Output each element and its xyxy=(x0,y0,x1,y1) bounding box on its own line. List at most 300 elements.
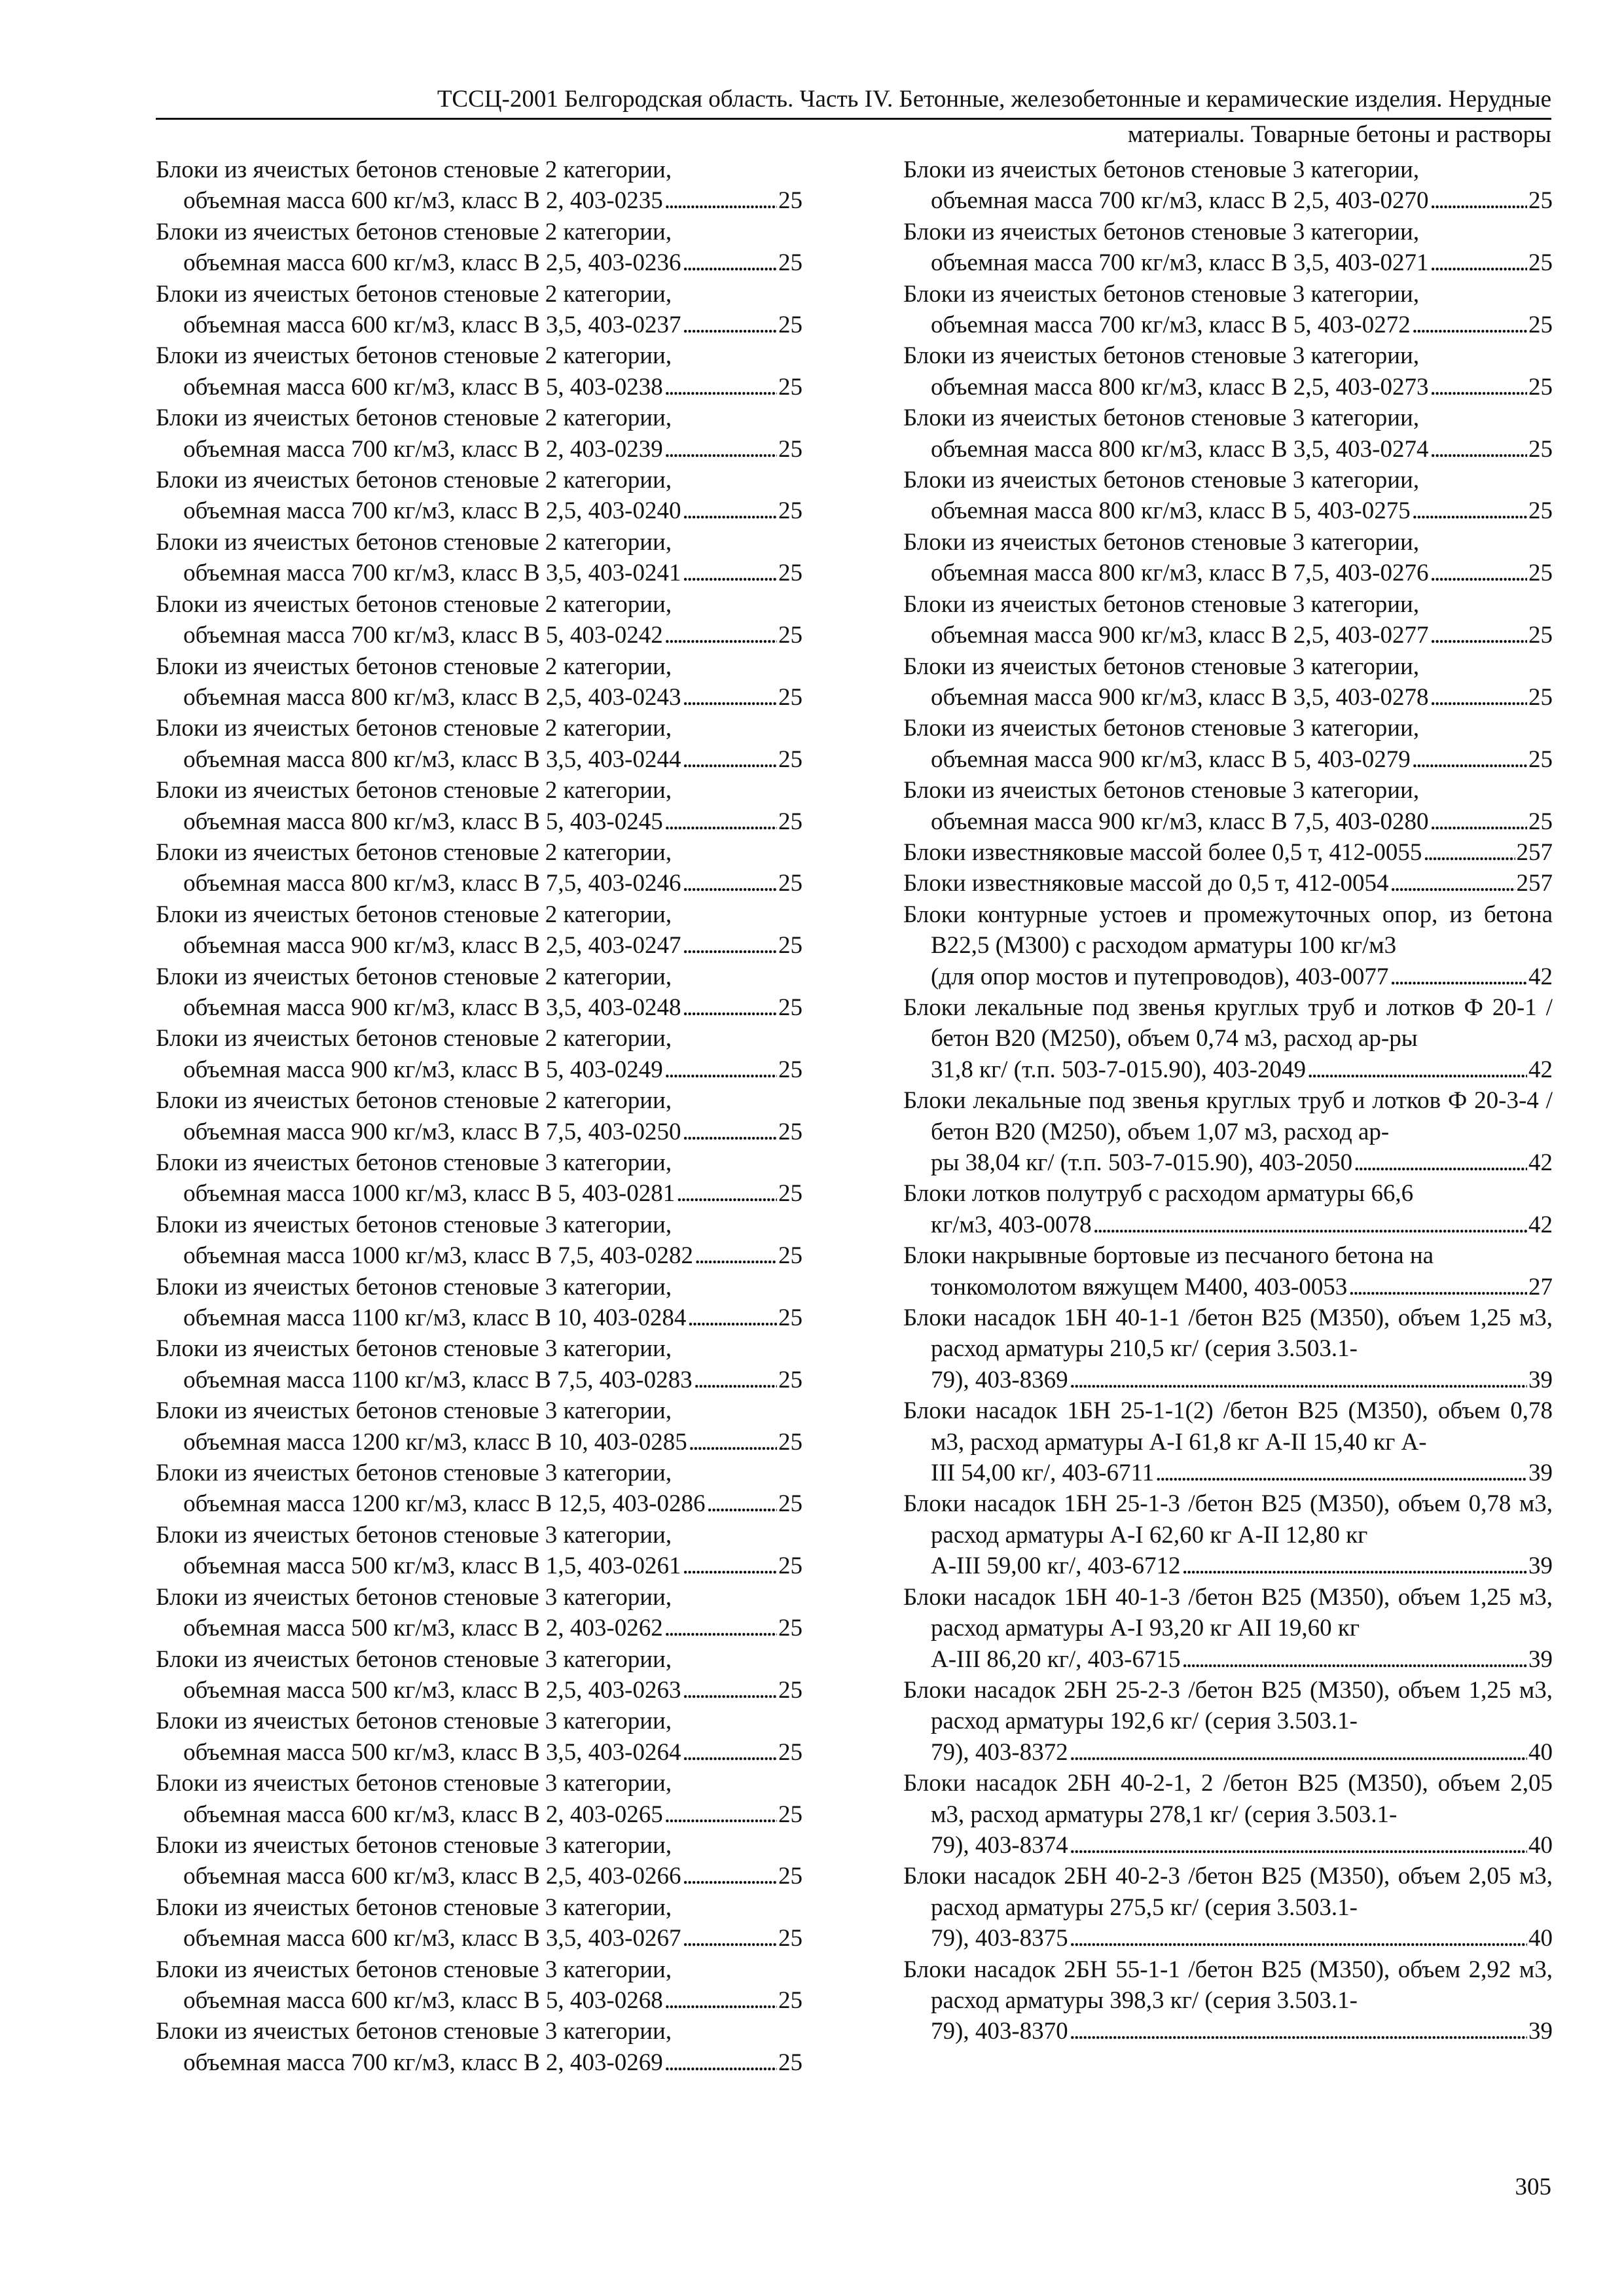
index-entry-last-line xyxy=(903,1551,1553,1581)
index-entry-last-line xyxy=(156,992,803,1023)
index-entry-page: 25 xyxy=(778,1863,803,1890)
index-entry-last-line xyxy=(903,868,1553,899)
index-entry-text: Блоки из ячеистых бетонов стеновые 3 категории, xyxy=(903,342,1420,370)
index-entry xyxy=(903,992,1553,1085)
index-entry-ref: объемная масса 1000 кг/м3, класс В 5, 403-0281 xyxy=(183,1180,676,1208)
index-entry-text: Блоки насадок 2БН 40-2-1, 2 /бетон В25 (М350), объем 2,05 м3, расход арматуры 278,1 кг/ (серия 3.503.1- xyxy=(903,1770,1553,1828)
dot-leader xyxy=(1430,247,1527,278)
index-entry-ref: 79), 403-8369 xyxy=(931,1366,1068,1393)
index-entry-page: 25 xyxy=(778,497,803,525)
dot-leader xyxy=(1348,1272,1527,1302)
index-entry-last-line xyxy=(156,868,803,899)
index-entry-last-line xyxy=(903,1147,1553,1178)
index-entry-ref: объемная масса 800 кг/м3, класс В 2,5, 403-0273 xyxy=(931,373,1429,401)
dot-leader xyxy=(1354,1147,1527,1178)
index-entry-page: 25 xyxy=(778,560,803,587)
index-entry-text: Блоки насадок 2БН 25-2-3 /бетон В25 (М350), объем 1,25 м3, расход арматуры 192,6 кг/ (серия 3.503.1- xyxy=(903,1676,1553,1735)
index-entry-ref: объемная масса 1200 кг/м3, класс В 10, 403-0285 xyxy=(183,1428,687,1456)
index-entry-text: Блоки из ячеистых бетонов стеновые 3 категории, xyxy=(156,2018,672,2045)
index-entry xyxy=(903,589,1553,651)
index-entry-last-line xyxy=(156,1985,803,2016)
index-entry-ref: объемная масса 900 кг/м3, класс В 5, 403-0279 xyxy=(931,745,1411,773)
index-entry xyxy=(156,1210,803,1272)
index-entry xyxy=(156,1147,803,1210)
index-entry-page: 25 xyxy=(778,2049,803,2076)
index-entry xyxy=(156,961,803,1024)
index-entry-last-line xyxy=(903,247,1553,278)
index-entry-text: Блоки из ячеистых бетонов стеновые 3 категории, xyxy=(156,1149,672,1176)
index-entry-last-line xyxy=(156,2047,803,2078)
index-entry-text: Блоки из ячеистых бетонов стеновые 3 категории, xyxy=(156,1273,672,1300)
index-entry-text: Блоки насадок 1БН 40-1-1 /бетон В25 (М350), объем 1,25 м3, расход арматуры 210,5 кг/ (серия 3.503.1- xyxy=(903,1304,1553,1363)
index-entry xyxy=(903,217,1553,279)
index-entry-page: 25 xyxy=(778,373,803,401)
index-entry-text: Блоки из ячеистых бетонов стеновые 3 категории, xyxy=(156,1335,672,1363)
index-entry xyxy=(156,1458,803,1520)
index-entry xyxy=(156,217,803,279)
index-entry-text: Блоки из ячеистых бетонов стеновые 2 категории, xyxy=(156,1025,672,1052)
index-entry-ref: объемная масса 800 кг/м3, класс В 5, 403-0275 xyxy=(931,497,1411,525)
dot-leader xyxy=(1430,185,1527,216)
index-entry-text: Блоки насадок 2БН 55-1-1 /бетон В25 (М350), объем 2,92 м3, расход арматуры 398,3 кг/ (серия 3.503.1- xyxy=(903,1956,1553,2014)
index-entry-last-line xyxy=(903,310,1553,340)
index-entry-text: Блоки из ячеистых бетонов стеновые 3 категории, xyxy=(903,528,1420,556)
index-entry-last-line xyxy=(156,185,803,216)
index-entry-ref: 79), 403-8370 xyxy=(931,2018,1068,2045)
index-entry-page: 25 xyxy=(778,249,803,277)
index-entry-ref: объемная масса 1200 кг/м3, класс В 12,5, 403-0286 xyxy=(183,1490,706,1518)
index-entry-page: 25 xyxy=(778,683,803,711)
index-entry-last-line xyxy=(903,1458,1553,1488)
index-entry-last-line xyxy=(903,620,1553,651)
dot-leader xyxy=(1093,1210,1527,1240)
index-entry-page: 25 xyxy=(1528,249,1553,277)
index-entry-page: 25 xyxy=(778,622,803,649)
index-entry-text: Блоки из ячеистых бетонов стеновые 3 категории, xyxy=(903,218,1420,245)
dot-leader xyxy=(1430,372,1527,403)
index-entry xyxy=(156,589,803,651)
index-entry-ref: объемная масса 800 кг/м3, класс В 2,5, 403-0243 xyxy=(183,683,681,711)
dot-leader xyxy=(687,1302,777,1333)
index-entry-ref: А-III 86,20 кг/, 403-6715 xyxy=(931,1645,1181,1673)
index-entry xyxy=(903,1582,1553,1675)
dot-leader xyxy=(1412,310,1527,340)
index-entry-text: Блоки из ячеистых бетонов стеновые 3 категории, xyxy=(156,1645,672,1673)
index-entry xyxy=(156,1954,803,2017)
index-entry-last-line xyxy=(156,1117,803,1147)
index-entry-text: Блоки из ячеистых бетонов стеновые 3 категории, xyxy=(156,1211,672,1238)
index-entry-ref: 79), 403-8372 xyxy=(931,1738,1068,1766)
dot-leader xyxy=(676,1178,777,1209)
index-entry xyxy=(903,713,1553,775)
index-entry-ref: 79), 403-8374 xyxy=(931,1831,1068,1859)
header-line-2: материалы. Товарные бетоны и растворы xyxy=(1127,121,1551,148)
index-entry xyxy=(156,340,803,403)
index-entry-ref: объемная масса 800 кг/м3, класс В 3,5, 403-0274 xyxy=(931,435,1429,463)
index-entry-last-line xyxy=(156,434,803,465)
index-entry-page: 39 xyxy=(1528,1552,1553,1580)
dot-leader xyxy=(1155,1458,1527,1488)
index-entry-ref: объемная масса 700 кг/м3, класс В 2, 403-0239 xyxy=(183,435,663,463)
index-entry-ref: объемная масса 700 кг/м3, класс В 2,5, 403-0240 xyxy=(183,497,681,525)
index-entry xyxy=(903,403,1553,465)
index-entry-text: Блоки из ячеистых бетонов стеновые 3 категории, xyxy=(903,467,1420,494)
dot-leader xyxy=(682,1117,777,1147)
index-entry xyxy=(903,340,1553,403)
index-entry-text: Блоки из ячеистых бетонов стеновые 3 категории, xyxy=(903,404,1420,432)
dot-leader xyxy=(682,495,777,526)
index-entry-page: 42 xyxy=(1528,1056,1553,1083)
index-entry-text: Блоки из ячеистых бетонов стеновые 3 категории, xyxy=(156,1956,672,1983)
dot-leader xyxy=(664,1985,777,2016)
index-entry-text: Блоки лекальные под звенья круглых труб и лотков Ф 20-3-4 /бетон В20 (М250), объем 1,07 м3, расход ар- xyxy=(903,1087,1553,1145)
index-entry-last-line xyxy=(156,1675,803,1706)
index-entry-page: 40 xyxy=(1528,1925,1553,1952)
index-entry-page: 25 xyxy=(1528,373,1553,401)
index-entry-ref: (для опор мостов и путепроводов), 403-0077 xyxy=(931,963,1389,990)
index-entry-text: Блоки из ячеистых бетонов стеновые 2 категории, xyxy=(156,653,672,680)
index-entry xyxy=(156,837,803,899)
index-entry-text: Блоки из ячеистых бетонов стеновые 3 категории, xyxy=(156,1708,672,1735)
index-entry xyxy=(156,1085,803,1147)
index-entry-text: Блоки из ячеистых бетонов стеновые 2 категории, xyxy=(156,280,672,308)
index-entry-text: Блоки из ячеистых бетонов стеновые 3 категории, xyxy=(903,156,1420,183)
index-entry xyxy=(903,1395,1553,1488)
dot-leader xyxy=(1070,1830,1527,1861)
index-entry xyxy=(156,651,803,713)
index-entry-last-line xyxy=(156,682,803,713)
index-entry-last-line xyxy=(156,806,803,837)
index-entry-last-line xyxy=(156,1799,803,1830)
index-entry-ref: 79), 403-8375 xyxy=(931,1925,1068,1952)
index-entry-ref: объемная масса 600 кг/м3, класс В 2, 403-0265 xyxy=(183,1801,663,1828)
index-entry-last-line xyxy=(156,1923,803,1954)
index-entry-last-line xyxy=(903,682,1553,713)
index-entry xyxy=(156,899,803,961)
index-entry-page: 25 xyxy=(778,312,803,339)
index-entry-text: Блоки из ячеистых бетонов стеновые 3 категории, xyxy=(156,1583,672,1611)
index-entry-ref: Блоки известняковые массой более 0,5 т, 412-0055 xyxy=(903,838,1422,866)
index-entry xyxy=(156,527,803,589)
index-entry-page: 25 xyxy=(1528,745,1553,773)
index-entry-page: 25 xyxy=(1528,187,1553,215)
index-entry-last-line xyxy=(903,558,1553,588)
index-entry-ref: объемная масса 1000 кг/м3, класс В 7,5, 403-0282 xyxy=(183,1242,693,1270)
index-entry xyxy=(903,527,1553,589)
index-entry-ref: объемная масса 700 кг/м3, класс В 5, 403-0242 xyxy=(183,622,663,649)
index-entry-ref: объемная масса 600 кг/м3, класс В 5, 403-0238 xyxy=(183,373,663,401)
index-entry-ref: объемная масса 900 кг/м3, класс В 7,5, 403-0250 xyxy=(183,1118,681,1145)
index-entry xyxy=(903,1240,1553,1302)
index-entry-ref: объемная масса 600 кг/м3, класс В 2, 403-0235 xyxy=(183,187,663,215)
page-number: 305 xyxy=(1515,2174,1551,2200)
index-entry-last-line xyxy=(903,495,1553,526)
index-entry-text: Блоки из ячеистых бетонов стеновые 2 категории, xyxy=(156,404,672,432)
index-entry-page: 257 xyxy=(1516,870,1553,897)
index-entry xyxy=(156,1395,803,1458)
index-entry xyxy=(156,1644,803,1706)
index-entry xyxy=(903,1178,1553,1240)
dot-leader xyxy=(664,434,777,465)
index-entry-page: 25 xyxy=(778,1428,803,1456)
index-entry-ref: объемная масса 900 кг/м3, класс В 2,5, 403-0247 xyxy=(183,932,681,960)
index-entry xyxy=(903,1861,1553,1954)
dot-leader xyxy=(682,310,777,340)
index-entry-text: Блоки из ячеистых бетонов стеновые 3 категории, xyxy=(903,653,1420,680)
index-entry-text: Блоки насадок 1БН 40-1-3 /бетон В25 (М350), объем 1,25 м3, расход арматуры А-I 93,20 кг АII 19,60 кг xyxy=(903,1583,1553,1642)
dot-leader xyxy=(1423,837,1515,868)
index-entry-last-line xyxy=(156,1302,803,1333)
index-entry-ref: объемная масса 900 кг/м3, класс В 5, 403-0249 xyxy=(183,1056,663,1083)
index-entry-last-line xyxy=(156,744,803,775)
index-entry xyxy=(903,1085,1553,1178)
index-entry-text: Блоки насадок 1БН 25-1-1(2) /бетон В25 (М350), объем 0,78 м3, расход арматуры А-I 61,8 кг А-II 15,40 кг А- xyxy=(903,1397,1553,1456)
index-entry xyxy=(156,2016,803,2078)
index-entry-text: Блоки из ячеистых бетонов стеновые 3 категории, xyxy=(903,590,1420,618)
index-entry-ref: объемная масса 800 кг/м3, класс В 5, 403-0245 xyxy=(183,808,663,835)
index-entry-text: Блоки из ячеистых бетонов стеновые 2 категории, xyxy=(156,777,672,804)
index-entry xyxy=(156,775,803,837)
index-entry-page: 25 xyxy=(778,187,803,215)
index-entry-page: 25 xyxy=(778,1490,803,1518)
index-entry xyxy=(156,1892,803,1954)
index-entry-text: Блоки из ячеистых бетонов стеновые 2 категории, xyxy=(156,715,672,742)
index-entry xyxy=(156,1768,803,1830)
index-entry-page: 25 xyxy=(778,1056,803,1083)
index-entry-ref: 31,8 кг/ (т.п. 503-7-015.90), 403-2049 xyxy=(931,1056,1306,1083)
dot-leader xyxy=(682,744,777,775)
index-entry-page: 42 xyxy=(1528,963,1553,990)
index-entry xyxy=(903,775,1553,837)
index-entry-ref: кг/м3, 403-0078 xyxy=(931,1211,1092,1238)
dot-leader xyxy=(1412,744,1527,775)
index-entry-page: 25 xyxy=(778,1304,803,1332)
index-entry-last-line xyxy=(903,1830,1553,1861)
index-entry-text: Блоки лотков полутруб с расходом арматуры 66,6 xyxy=(903,1180,1414,1208)
index-entry-ref: объемная масса 500 кг/м3, класс В 2,5, 403-0263 xyxy=(183,1676,681,1704)
index-entry-text: Блоки из ячеистых бетонов стеновые 3 категории, xyxy=(903,777,1420,804)
index-entry-page: 25 xyxy=(778,870,803,897)
index-entry-last-line xyxy=(903,372,1553,403)
dot-leader xyxy=(682,247,777,278)
index-entry-last-line xyxy=(156,372,803,403)
index-entry-page: 39 xyxy=(1528,1366,1553,1393)
dot-leader xyxy=(1070,2016,1527,2047)
index-entry-ref: объемная масса 900 кг/м3, класс В 3,5, 403-0278 xyxy=(931,683,1429,711)
index-entry-page: 27 xyxy=(1528,1273,1553,1300)
index-entry-last-line xyxy=(156,1365,803,1395)
index-entry-last-line xyxy=(156,1427,803,1458)
index-entry-last-line xyxy=(903,185,1553,216)
index-entry-text: Блоки из ячеистых бетонов стеновые 3 категории, xyxy=(156,1521,672,1549)
index-entry-last-line xyxy=(903,1272,1553,1302)
index-entry-page: 25 xyxy=(1528,622,1553,649)
dot-leader xyxy=(682,992,777,1023)
index-entry-page: 25 xyxy=(778,808,803,835)
dot-leader xyxy=(1390,961,1527,992)
index-entry-text: Блоки из ячеистых бетонов стеновые 2 категории, xyxy=(156,901,672,928)
index-entry-ref: объемная масса 500 кг/м3, класс В 2, 403-0262 xyxy=(183,1615,663,1642)
dot-leader xyxy=(664,1613,777,1643)
dot-leader xyxy=(682,1551,777,1581)
index-entry xyxy=(156,279,803,341)
index-entry xyxy=(903,1768,1553,1861)
dot-leader xyxy=(1430,806,1527,837)
index-entry-last-line xyxy=(903,806,1553,837)
dot-leader xyxy=(664,2047,777,2078)
index-entry-page: 25 xyxy=(1528,312,1553,339)
index-entry-last-line xyxy=(903,837,1553,868)
index-entry xyxy=(903,154,1553,217)
index-entry-ref: объемная масса 900 кг/м3, класс В 3,5, 403-0248 xyxy=(183,994,681,1021)
index-entry-page: 25 xyxy=(778,932,803,960)
index-entry-page: 25 xyxy=(778,1738,803,1766)
index-entry-last-line xyxy=(903,1210,1553,1240)
dot-leader xyxy=(706,1488,777,1519)
index-entry-page: 25 xyxy=(778,1180,803,1208)
index-entry-last-line xyxy=(156,1240,803,1271)
index-entry xyxy=(156,1023,803,1085)
index-entry xyxy=(903,651,1553,713)
index-entry-page: 25 xyxy=(778,435,803,463)
index-entry-page: 42 xyxy=(1528,1211,1553,1238)
dot-leader xyxy=(1430,434,1527,465)
index-entry-last-line xyxy=(156,247,803,278)
dot-leader xyxy=(664,372,777,403)
index-entry-ref: объемная масса 800 кг/м3, класс В 7,5, 403-0246 xyxy=(183,870,681,897)
dot-leader xyxy=(682,558,777,588)
index-entry-last-line xyxy=(156,495,803,526)
index-entry-page: 25 xyxy=(1528,683,1553,711)
dot-leader xyxy=(664,620,777,651)
index-entry xyxy=(156,1830,803,1892)
index-entry xyxy=(156,713,803,775)
index-entry-last-line xyxy=(903,1923,1553,1954)
dot-leader xyxy=(1307,1054,1527,1085)
dot-leader xyxy=(682,1861,777,1892)
dot-leader xyxy=(1070,1737,1527,1768)
page-header-continued xyxy=(1128,119,1551,151)
index-entry-page: 39 xyxy=(1528,1645,1553,1673)
index-entry-page: 25 xyxy=(778,1242,803,1270)
index-entry-last-line xyxy=(903,1365,1553,1395)
index-entry-ref: ры 38,04 кг/ (т.п. 503-7-015.90), 403-2050 xyxy=(931,1149,1353,1176)
dot-leader xyxy=(664,1799,777,1830)
index-entry xyxy=(903,837,1553,868)
index-entry-page: 257 xyxy=(1516,838,1553,866)
index-entry-ref: объемная масса 700 кг/м3, класс В 2,5, 403-0270 xyxy=(931,187,1429,215)
dot-leader xyxy=(682,1675,777,1706)
index-entry-text: Блоки из ячеистых бетонов стеновые 3 категории, xyxy=(156,1397,672,1425)
index-entry-text: Блоки накрывные бортовые из песчаного бетона на xyxy=(903,1242,1434,1270)
index-column-left xyxy=(156,154,803,2078)
index-entry-text: Блоки из ячеистых бетонов стеновые 2 категории, xyxy=(156,963,672,990)
index-entry-ref: объемная масса 700 кг/м3, класс В 5, 403-0272 xyxy=(931,312,1411,339)
dot-leader xyxy=(694,1365,777,1395)
index-entry-last-line xyxy=(156,1613,803,1643)
index-entry-text: Блоки из ячеистых бетонов стеновые 2 категории, xyxy=(156,590,672,618)
dot-leader xyxy=(1430,558,1527,588)
index-entry-last-line xyxy=(156,1737,803,1768)
index-entry xyxy=(156,403,803,465)
dot-leader xyxy=(695,1240,777,1271)
page-header xyxy=(156,84,1551,120)
index-entry-last-line xyxy=(903,1054,1553,1085)
index-entry-ref: А-III 59,00 кг/, 403-6712 xyxy=(931,1552,1181,1580)
index-entry xyxy=(903,1954,1553,2047)
index-entry xyxy=(903,279,1553,341)
dot-leader xyxy=(682,682,777,713)
index-entry xyxy=(156,154,803,217)
dot-leader xyxy=(1412,495,1527,526)
index-entry-ref: объемная масса 800 кг/м3, класс В 7,5, 403-0276 xyxy=(931,560,1429,587)
index-entry-last-line xyxy=(156,1178,803,1209)
index-entry xyxy=(903,899,1553,992)
index-entry-ref: объемная масса 500 кг/м3, класс В 1,5, 403-0261 xyxy=(183,1552,681,1580)
dot-leader xyxy=(682,1737,777,1768)
index-entry-text: Блоки из ячеистых бетонов стеновые 3 категории, xyxy=(156,1460,672,1487)
index-entry-text: Блоки из ячеистых бетонов стеновые 3 категории, xyxy=(156,1893,672,1921)
dot-leader xyxy=(1430,682,1527,713)
index-entry-ref: объемная масса 1100 кг/м3, класс В 7,5, 403-0283 xyxy=(183,1366,693,1393)
index-entry-text: Блоки из ячеистых бетонов стеновые 3 категории, xyxy=(156,1831,672,1859)
index-entry-page: 25 xyxy=(778,1676,803,1704)
index-entry-ref: объемная масса 600 кг/м3, класс В 2,5, 403-0266 xyxy=(183,1863,681,1890)
index-entry-page: 39 xyxy=(1528,2018,1553,2045)
index-entry-text: Блоки из ячеистых бетонов стеновые 2 категории, xyxy=(156,838,672,866)
index-entry-text: Блоки из ячеистых бетонов стеновые 2 категории, xyxy=(156,467,672,494)
dot-leader xyxy=(1390,868,1515,899)
index-entry-last-line xyxy=(156,1551,803,1581)
index-entry-page: 25 xyxy=(778,1615,803,1642)
index-entry-text: Блоки из ячеистых бетонов стеновые 2 категории, xyxy=(156,1087,672,1115)
index-entry-page: 25 xyxy=(778,1986,803,2014)
header-line-1: ТССЦ-2001 Белгородская область. Часть IV. Бетонные, железобетонные и керамические изделия. Нерудные xyxy=(437,86,1551,113)
index-entry-text: Блоки насадок 1БН 25-1-3 /бетон В25 (М350), объем 0,78 м3, расход арматуры А-I 62,60 кг А-II 12,80 кг xyxy=(903,1490,1553,1549)
index-entry-ref: объемная масса 600 кг/м3, класс В 2,5, 403-0236 xyxy=(183,249,681,277)
index-entry-last-line xyxy=(156,310,803,340)
index-entry-last-line xyxy=(903,434,1553,465)
index-entry-page: 25 xyxy=(778,1801,803,1828)
dot-leader xyxy=(689,1427,777,1458)
index-entry-page: 25 xyxy=(778,745,803,773)
index-entry-text: Блоки лекальные под звенья круглых труб и лотков Ф 20-1 /бетон В20 (М250), объем 0,74 м3, расход ар-ры xyxy=(903,994,1553,1052)
dot-leader xyxy=(664,185,777,216)
index-entry-page: 39 xyxy=(1528,1460,1553,1487)
index-entry-page: 25 xyxy=(1528,808,1553,835)
index-entry-ref: объемная масса 700 кг/м3, класс В 3,5, 403-0241 xyxy=(183,560,681,587)
index-entry-last-line xyxy=(156,620,803,651)
index-entry-ref: III 54,00 кг/, 403-6711 xyxy=(931,1460,1155,1487)
index-entry xyxy=(903,1302,1553,1395)
index-entry xyxy=(903,868,1553,899)
index-entry-last-line xyxy=(156,930,803,961)
dot-leader xyxy=(1430,620,1527,651)
index-entry xyxy=(903,465,1553,527)
index-entry-page: 40 xyxy=(1528,1738,1553,1766)
index-entry-text: Блоки из ячеистых бетонов стеновые 2 категории, xyxy=(156,528,672,556)
index-entry xyxy=(156,1520,803,1582)
index-entry-text: Блоки из ячеистых бетонов стеновые 3 категории, xyxy=(903,715,1420,742)
index-entry-ref: тонкомолотом вяжущем М400, 403-0053 xyxy=(931,1273,1348,1300)
index-entry-ref: объемная масса 700 кг/м3, класс В 3,5, 403-0271 xyxy=(931,249,1429,277)
index-entry-ref: объемная масса 900 кг/м3, класс В 7,5, 403-0280 xyxy=(931,808,1429,835)
index-entry-ref: объемная масса 600 кг/м3, класс В 5, 403-0268 xyxy=(183,1986,663,2014)
index-entry-ref: объемная масса 900 кг/м3, класс В 2,5, 403-0277 xyxy=(931,622,1429,649)
index-entry-last-line xyxy=(156,1054,803,1085)
dot-leader xyxy=(1182,1644,1527,1675)
index-entry-ref: Блоки известняковые массой до 0,5 т, 412-0054 xyxy=(903,870,1389,897)
